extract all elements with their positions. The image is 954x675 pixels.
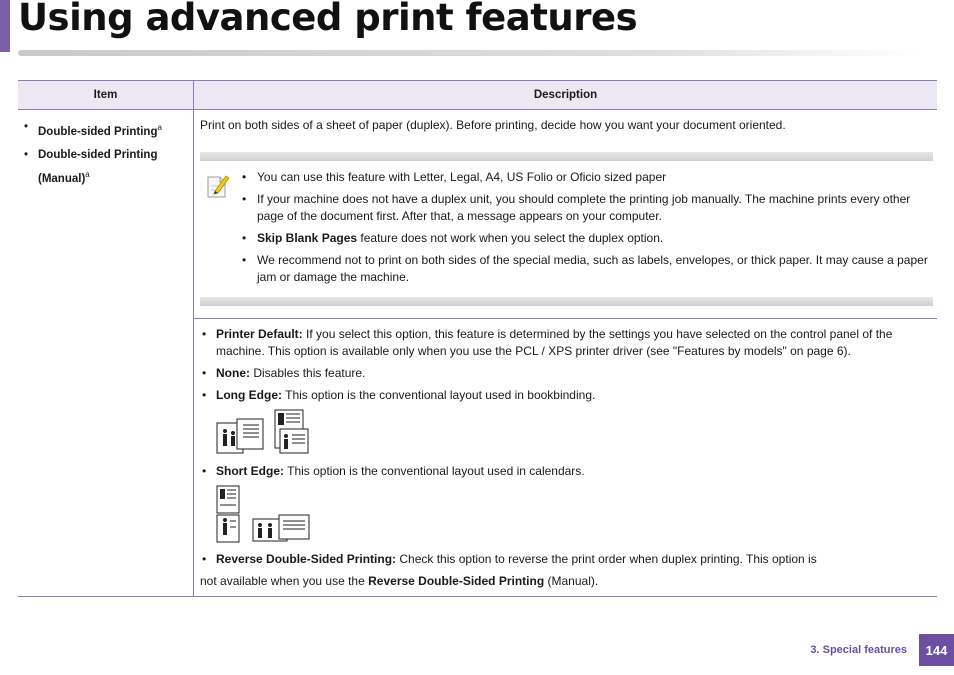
note-item: • We recommend not to print on both sides of the special media, such as labels, envelopes, or thick paper. It may cause a paper jam or damage the machine. (257, 252, 933, 286)
features-table (18, 80, 937, 597)
note-item: • You can use this feature with Letter, Legal, A4, US Folio or Oficio sized paper (257, 169, 933, 186)
column-header-item: Item (18, 81, 194, 110)
table-header-row (18, 81, 937, 110)
item-cell (18, 110, 194, 597)
option-reverse-double-sided: • Reverse Double-Sided Printing: Check this option to reverse the print order when duplex printing. This option is (200, 551, 937, 568)
item-double-sided-printing-manual: • Double-sided Printing (Manual)$^a$ (24, 146, 189, 189)
note-pencil-icon (206, 173, 230, 199)
options-list-final (200, 551, 937, 568)
column-header-description: Description (194, 81, 938, 110)
note-bottom-rule (200, 297, 933, 306)
options-list-continued (200, 463, 937, 480)
note-item: • If your machine does not have a duplex unit, you should complete the printing job manually. The machine prints every other page of the document first. After that, a message appears on your computer. (257, 191, 933, 225)
intro-text: Print on both sides of a sheet of paper (duplex). Before printing, decide how you want your document oriented. (200, 118, 786, 132)
option-long-edge: • Long Edge: This option is the conventional layout used in bookbinding. (200, 387, 937, 404)
option-short-edge: • Short Edge: This option is the conventional layout used in calendars. (200, 463, 937, 480)
option-printer-default: • Printer Default: If you select this option, this feature is determined by the settings you have selected on the control panel of the machine. This option is available only when you use the PCL / XPS printer driver (see "Features by models" on page 6). (200, 326, 937, 360)
note-top-rule (200, 152, 933, 161)
portrait-pages-icon (274, 409, 310, 455)
item-list (24, 118, 189, 189)
short-edge-illustration (216, 485, 937, 543)
title-accent-bar (0, 0, 10, 52)
long-edge-illustration (216, 409, 937, 455)
description-cell-options (194, 319, 938, 597)
table-row (18, 110, 937, 319)
page-title: Using advanced print features (18, 0, 638, 39)
option-none: • None: Disables this feature. (200, 365, 937, 382)
note-item: • Skip Blank Pages feature does not work when you select the duplex option. (257, 230, 933, 247)
landscape-pages-icon (216, 417, 264, 455)
footnote-marker: a (85, 169, 90, 179)
description-cell-intro (194, 110, 938, 319)
footnote-marker: a (157, 123, 162, 132)
stacked-portrait-pages-icon (216, 485, 242, 543)
stacked-landscape-pages-icon (252, 513, 310, 543)
note-box (200, 152, 933, 306)
title-underline (18, 50, 918, 56)
reverse-note-text: not available when you use the Reverse Double-Sided Printing (Manual). (200, 574, 599, 588)
page-number-badge: 144 (919, 634, 954, 666)
footer-section-label: 3. Special features (810, 644, 907, 656)
item-double-sided-printing: • Double-sided Printing$^a$ (24, 118, 189, 142)
note-list (200, 169, 933, 286)
options-list (200, 326, 937, 404)
